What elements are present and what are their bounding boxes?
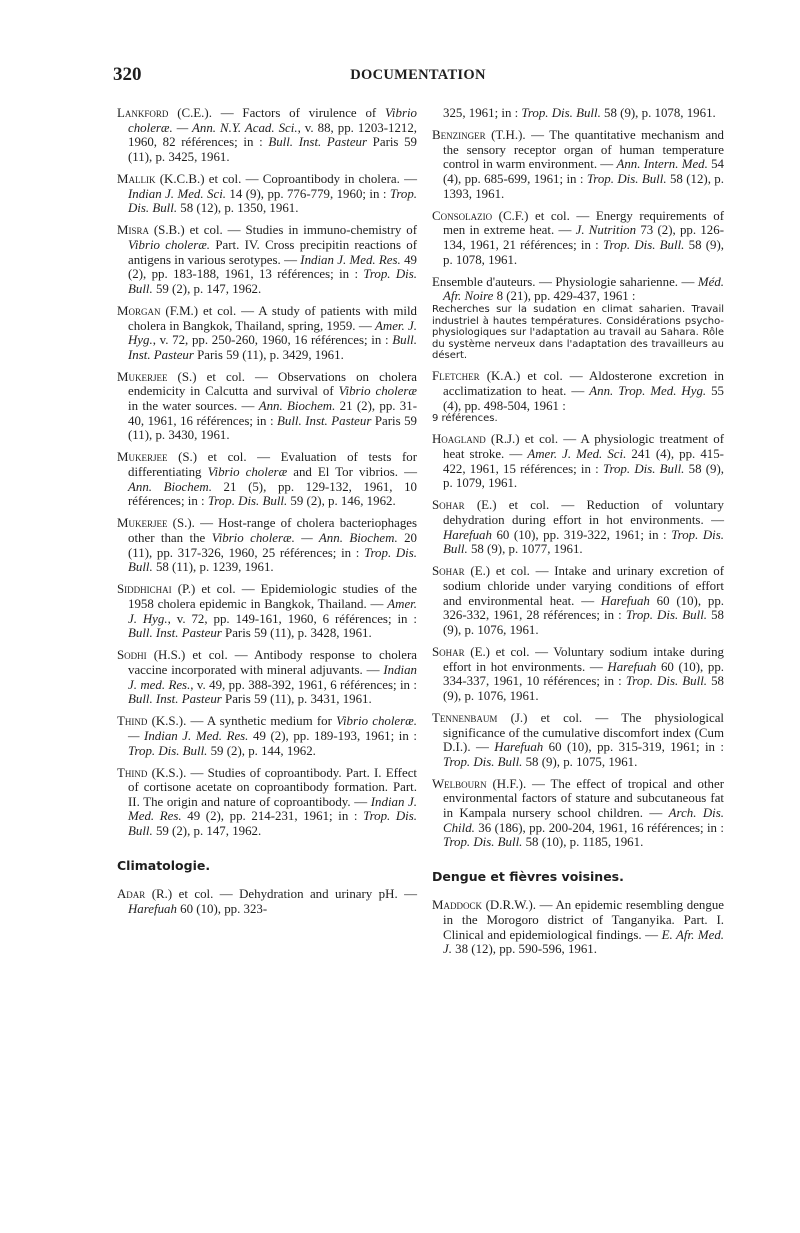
reference-author: Maddock	[432, 898, 482, 913]
source-title: Harefuah	[494, 740, 544, 755]
reference-author: Fletcher	[432, 369, 480, 384]
reference-author: Lankford	[117, 106, 169, 120]
reference-text: 8 (21), pp. 429-437, 1961 :	[493, 289, 636, 304]
source-title: Trop. Dis. Bull.	[602, 237, 685, 252]
reference-entry	[432, 564, 724, 637]
reference-author: Morgan	[117, 303, 161, 318]
source-title: E. Afr. Med. J.	[443, 927, 724, 957]
reference-entry	[432, 209, 724, 267]
source-title: Trop. Dis. Bull.	[128, 186, 417, 216]
source-title: Harefuah	[443, 527, 492, 542]
reference-text: 38 (12), pp. 590-596, 1961.	[451, 942, 597, 957]
reference-text: Paris 59 (11), p. 3425, 1961.	[128, 135, 418, 164]
source-title: Ann. Intern. Med.	[616, 157, 708, 172]
source-title: Vibrio choleræ. — Ann. Biochem.	[211, 531, 398, 545]
reference-text: Paris 59 (11), p. 3429, 1961.	[193, 347, 344, 362]
source-title: Ann. Biochem.	[128, 479, 212, 494]
right-reference-list	[432, 128, 724, 850]
right-column	[432, 106, 724, 964]
reference-author: Thind	[117, 714, 148, 729]
reference-entry	[117, 766, 417, 839]
reference-text: (F.M.) et col. — A study of patients with mild cholera in Bangkok, Thailand, spring, 1959. —	[128, 303, 417, 333]
source-title: Harefuah	[607, 659, 657, 674]
reference-author: Consolazio	[432, 208, 493, 223]
reference-text: 21 (5), pp. 129-132, 1961, 10 références; in :	[128, 479, 417, 509]
reference-author: Sodhi	[117, 648, 147, 663]
reference-text: 14 (9), pp. 776-779, 1960; in :	[226, 186, 390, 201]
source-title: Indian J. Med. Res.	[128, 794, 417, 824]
source-title: Méd. Afr. Noire	[443, 274, 724, 304]
page-header	[113, 64, 723, 92]
reference-entry	[432, 432, 724, 490]
reference-text: (D.R.W.). — An epidemic resembling dengue in the Morogoro district of Tanganyika. Part. I. Clinical and epidemiological findings. —	[443, 898, 724, 942]
reference-text: Part. IV. Cross precipitin reactions of antigens in various serotypes. —	[128, 237, 417, 267]
reference-entry	[432, 369, 724, 424]
source-title: Vibrio choleræ. — Indian J. Med. Res.	[128, 714, 417, 743]
reference-text: 58 (12), p. 1350, 1961.	[177, 201, 299, 216]
reference-text: (J.) et col. — The physiological significance of the cumulative discomfort index (Cum D.I.). —	[443, 710, 724, 755]
reference-text: 59 (2), p. 147, 1962.	[152, 281, 262, 296]
continued-entry	[432, 106, 724, 121]
reference-text: , v. 88, pp. 1203-1212, 1960, 82 références; in :	[128, 120, 418, 150]
reference-text: 59 (2), p. 147, 1962.	[152, 824, 262, 839]
reference-text: 60 (10), pp. 334-337, 1961, 10 références; in :	[443, 659, 724, 689]
reference-text: 58 (9), p. 1078, 1961.	[443, 237, 724, 267]
page-number: 320	[113, 64, 142, 85]
source-title: J. Nutrition	[575, 223, 637, 238]
section-heading-dengue: Dengue et fièvres voisines.	[432, 868, 624, 884]
source-title: Bull. Inst. Pasteur	[277, 413, 372, 428]
source-title: Trop. Dis. Bull.	[443, 754, 523, 769]
running-title: DOCUMENTATION	[350, 67, 486, 83]
reference-text: 60 (10), pp. 323-	[176, 901, 268, 916]
source-title: Trop. Dis. Bull.	[128, 809, 418, 839]
reference-text: (K.A.) et col. — Aldosterone excretion in acclimatization to heat. —	[443, 369, 724, 399]
reference-entry	[117, 370, 417, 443]
reference-text: (P.) et col. — Epidemiologic studies of the 1958 cholera epidemic in Bangkok, Thailand. —	[128, 582, 417, 611]
source-title: Indian J. Med. Sci.	[128, 186, 226, 201]
source-title: Trop. Dis. Bull.	[586, 171, 667, 186]
reference-note: 9 références.	[432, 413, 498, 425]
reference-text: (H.S.) et col. — Antibody response to cholera vaccine incorporated with mineral adjuvants. —	[128, 648, 417, 677]
reference-author: Mukerjee	[117, 516, 168, 531]
reference-text: 241 (4), pp. 415-422, 1961, 15 références; in :	[443, 447, 724, 476]
reference-text: (E.) et col. — Intake and urinary excretion of sodium chloride under varying conditions of effort and environmental heat. —	[443, 564, 724, 608]
reference-text: 55 (4), pp. 498-504, 1961 :	[443, 384, 724, 413]
reference-entry	[432, 498, 724, 556]
reference-author: Sohar	[432, 564, 465, 579]
reference-text: , v. 72, pp. 250-260, 1960, 16 références; in :	[152, 333, 393, 348]
reference-text: (R.J.) et col. — A physiologic treatment of heat stroke. —	[443, 432, 724, 462]
reference-author: Thind	[117, 765, 148, 780]
reference-text: 49 (2), pp. 189-193, 1961; in :	[248, 728, 417, 743]
reference-entry	[117, 516, 417, 574]
reference-text: 59 (2), p. 144, 1962.	[207, 743, 316, 758]
reference-text: 58 (9), p. 1075, 1961.	[522, 754, 638, 769]
reference-entry	[117, 450, 417, 508]
reference-text: 59 (2), p. 146, 1962.	[287, 494, 396, 509]
reference-text: (C.E.). — Factors of virulence of	[168, 106, 385, 120]
reference-author: Tennenbaum	[432, 710, 498, 725]
section-heading-climatologie: Climatologie.	[117, 857, 211, 873]
reference-text: 49 (2), pp. 214-231, 1961; in :	[181, 809, 364, 824]
reference-text: 73 (2), pp. 126-134, 1961, 21 références; in :	[443, 223, 724, 252]
reference-entry	[432, 128, 724, 201]
reference-text: 58 (10), p. 1185, 1961.	[522, 835, 644, 850]
source-title: Indian J. Med. Res.	[300, 252, 401, 267]
reference-text: (E.) et col. — Reduction of voluntary dehydration during effort in hot environments. —	[443, 498, 724, 527]
reference-entry	[432, 106, 724, 121]
reference-text: (K.C.B.) et col. — Coproantibody in cholera. —	[155, 171, 417, 186]
reference-text: (K.S.). — A synthetic medium for	[147, 714, 337, 729]
source-title: Trop. Dis. Bull.	[521, 106, 601, 120]
reference-note: Recherches sur la sudation en climat saharien. Travail industriel à hautes températures. Considérations psycho-physiologiques sur l'adaptation au travail au Sahara. Rôle du système nerveux dans l'adaptation des travailleurs au désert.	[432, 303, 724, 362]
reference-text: 58 (9), p. 1076, 1961.	[443, 608, 724, 637]
reference-text: (S.B.) et col. — Studies in immuno-chemistry of	[148, 223, 417, 238]
reference-author: Mukerjee	[117, 450, 168, 465]
source-title: Amer. J. Hyg.	[128, 318, 417, 348]
source-title: Vibrio choleræ	[207, 465, 288, 480]
source-title: Harefuah	[600, 593, 650, 608]
reference-text: 325, 1961; in :	[443, 106, 522, 120]
source-title: Trop. Dis. Bull.	[128, 267, 417, 296]
source-title: Ann. Trop. Med. Hyg.	[589, 384, 707, 399]
reference-entry	[432, 898, 724, 956]
source-title: Trop. Dis. Bull.	[625, 608, 707, 623]
reference-text: (E.) et col. — Voluntary sodium intake during effort in hot environments. —	[443, 644, 724, 674]
source-title: Bull. Inst. Pasteur	[128, 333, 417, 362]
source-title: Trop. Dis. Bull.	[443, 835, 523, 850]
reference-text: 58 (9), p. 1076, 1961.	[443, 674, 724, 703]
reference-text: 58 (12), p. 1393, 1961.	[443, 171, 724, 201]
reference-author: Benzinger	[432, 128, 486, 143]
source-title: Ann. Biochem.	[258, 399, 336, 414]
reference-text: 58 (11), p. 1239, 1961.	[152, 560, 274, 575]
reference-text: (K.S.). — Studies of coproantibody. Part. I. Effect of cortisone acetate on coproantibody formation. Part. II. The origin and nature of coproantibody. —	[128, 765, 417, 809]
source-title: Trop. Dis. Bull.	[207, 494, 288, 509]
source-title: Bull. Inst. Pasteur	[128, 626, 222, 641]
reference-text: (H.F.). — The effect of tropical and other environmental factors of stature and subcutaneous fat in Kampala nursery school children. —	[443, 776, 724, 821]
reference-text: 58 (9), p. 1077, 1961.	[467, 542, 583, 557]
reference-text: (R.) et col. — Dehydration and urinary pH. —	[145, 887, 417, 902]
reference-author: Siddhichai	[117, 582, 172, 597]
reference-author: Mukerjee	[117, 369, 168, 384]
reference-text: Ensemble d'auteurs. — Physiologie saharienne. —	[432, 274, 698, 289]
source-title: Trop. Dis. Bull.	[128, 545, 417, 575]
reference-text: 49 (2), pp. 183-188, 1961, 13 références; in :	[128, 252, 417, 282]
left-reference-list	[117, 106, 417, 839]
source-title: Trop. Dis. Bull.	[625, 674, 707, 689]
reference-entry	[432, 645, 724, 703]
source-title: Vibrio choleræ. — Ann. N.Y. Acad. Sci.	[128, 106, 417, 135]
reference-entry	[432, 275, 724, 362]
left-tail-entry	[117, 887, 417, 916]
reference-entry	[432, 777, 724, 850]
left-column	[117, 106, 417, 924]
reference-author: Misra	[117, 223, 149, 238]
reference-text: 58 (9), p. 1078, 1961.	[600, 106, 716, 120]
source-title: Trop. Dis. Bull.	[128, 743, 208, 758]
reference-text: (T.H.). — The quantitative mechanism and the sensory receptor organ of human temperature control in warm environment. —	[443, 128, 724, 172]
reference-text: 36 (186), pp. 200-204, 1961, 16 références; in :	[474, 820, 724, 835]
source-title: Amer. J. Med. Sci.	[527, 447, 627, 462]
reference-author: Adar	[117, 887, 146, 902]
reference-text: 60 (10), pp. 319-322, 1961; in :	[491, 527, 672, 542]
reference-entry	[117, 648, 417, 706]
reference-text: , v. 49, pp. 388-392, 1961, 6 références; in :	[190, 677, 417, 692]
source-title: Bull. Inst. Pasteur	[128, 692, 222, 707]
reference-author: Welbourn	[432, 776, 487, 791]
reference-text: Paris 59 (11), p. 3431, 1961.	[221, 692, 372, 707]
reference-entry	[117, 714, 417, 758]
source-title: Vibrio choleræ.	[128, 237, 211, 252]
reference-text: 58 (9), p. 1079, 1961.	[443, 461, 724, 491]
reference-text: and El Tor vibrios. —	[287, 465, 417, 480]
reference-text: Paris 59 (11), p. 3430, 1961.	[128, 413, 417, 443]
reference-text: 60 (10), pp. 326-332, 1961, 28 références; in :	[443, 593, 725, 623]
source-title: Bull. Inst. Pasteur	[268, 135, 368, 150]
reference-author: Sohar	[432, 498, 465, 513]
reference-text: (S.) et col. — Evaluation of tests for differentiating	[128, 450, 417, 480]
reference-entry	[117, 223, 417, 296]
source-title: Indian J. med. Res.	[128, 662, 417, 692]
reference-author: Mallik	[117, 171, 156, 186]
reference-text: 21 (2), pp. 31-40, 1961, 16 références; in :	[128, 399, 417, 428]
reference-text: 54 (4), pp. 685-699, 1961; in :	[443, 157, 724, 186]
reference-text: 60 (10), pp. 315-319, 1961; in :	[543, 740, 725, 755]
source-title: Arch. Dis. Child.	[443, 806, 724, 835]
reference-entry	[117, 106, 417, 164]
source-title: Harefuah	[128, 901, 177, 916]
reference-author: Hoagland	[432, 432, 486, 447]
source-title: Trop. Dis. Bull.	[443, 527, 724, 557]
right-tail-entry	[432, 898, 724, 956]
source-title: Trop. Dis. Bull.	[602, 461, 685, 476]
reference-text: in the water sources. —	[128, 399, 259, 414]
source-title: Vibrio choleræ	[338, 384, 418, 399]
reference-entry	[432, 711, 724, 769]
reference-text: (C.F.) et col. — Energy requirements of men in extreme heat. —	[443, 208, 724, 238]
reference-entry	[117, 172, 417, 216]
source-title: Amer. J. Hyg.	[128, 596, 417, 626]
reference-text: (S.). — Host-range of cholera bacteriophages other than the	[128, 516, 417, 545]
reference-text: 20 (11), pp. 317-326, 1960, 25 références; in :	[128, 531, 417, 560]
reference-entry	[117, 887, 417, 916]
reference-author: Sohar	[432, 644, 465, 659]
reference-text: Paris 59 (11), p. 3428, 1961.	[221, 626, 372, 641]
reference-text: , v. 72, pp. 149-161, 1960, 6 références; in :	[167, 611, 417, 626]
reference-text: (S.) et col. — Observations on cholera endemicity in Calcutta and survival of	[128, 369, 417, 399]
reference-entry	[117, 304, 417, 362]
reference-entry	[117, 582, 417, 640]
